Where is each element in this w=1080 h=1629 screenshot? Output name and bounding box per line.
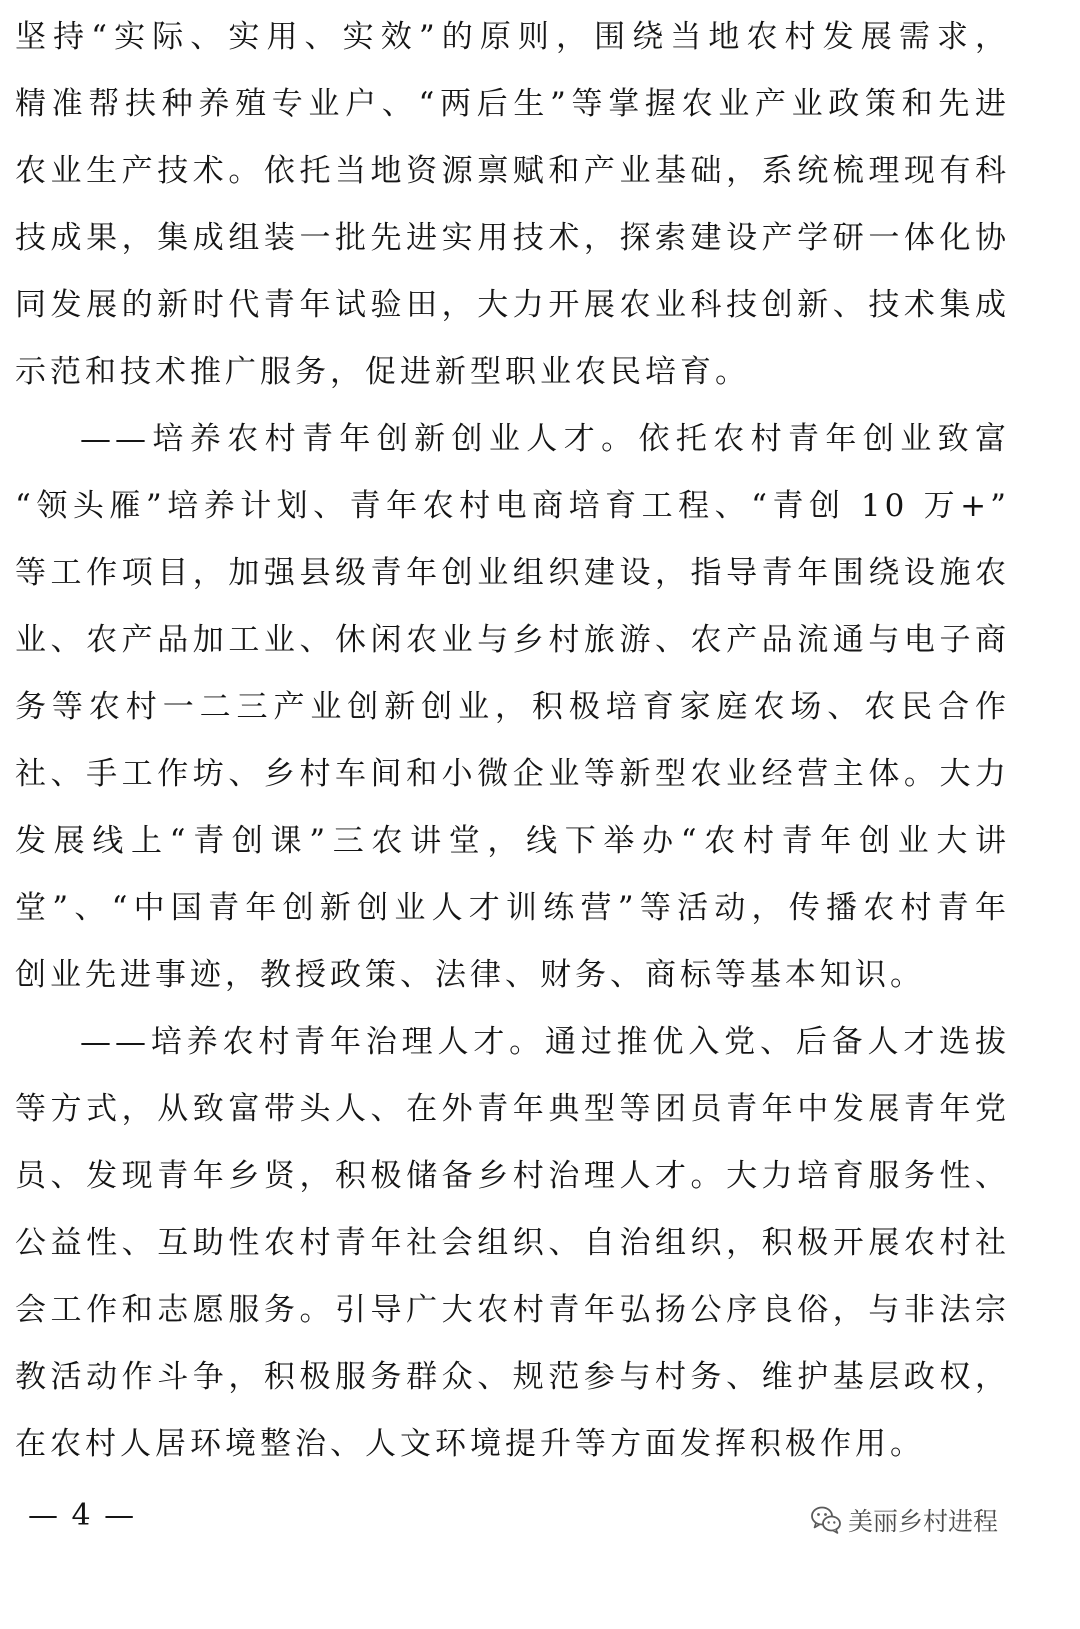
section-heading-line: ——培养农村青年创新创业人才。依托农村青年创业致富 [80, 421, 1010, 457]
watermark [810, 1500, 998, 1540]
body-text [15, 4, 1010, 1478]
text-line: 务等农村一二三产业创新创业，积极培育家庭农场、农民合作 [15, 689, 1010, 725]
text-line: 等工作项目，加强县级青年创业组织建设，指导青年围绕设施农 [15, 555, 1010, 591]
section-heading-line: ——培养农村青年治理人才。通过推优入党、后备人才选拔 [80, 1024, 1010, 1060]
text-line: 同发展的新时代青年试验田，大力开展农业科技创新、技术集成 [15, 287, 1010, 323]
text-line: 社、手工作坊、乡村车间和小微企业等新型农业经营主体。大力 [15, 756, 1010, 792]
text-line: 技成果，集成组装一批先进实用技术，探索建设产学研一体化协 [15, 220, 1010, 256]
watermark-text: 美丽乡村进程 [848, 1507, 999, 1536]
text-line: 公益性、互助性农村青年社会组织、自治组织，积极开展农村社 [15, 1225, 1010, 1261]
text-line: “领头雁”培养计划、青年农村电商培育工程、“青创 10 万+” [15, 488, 1010, 524]
text-line: 会工作和志愿服务。引导广大农村青年弘扬公序良俗，与非法宗 [15, 1292, 1010, 1328]
page-number: — 4 — [28, 1498, 137, 1533]
text-line: 业、农产品加工业、休闲农业与乡村旅游、农产品流通与电子商 [15, 622, 1010, 658]
text-line: 发展线上“青创课”三农讲堂，线下举办“农村青年创业大讲 [15, 823, 1010, 859]
text-line: 农业生产技术。依托当地资源禀赋和产业基础，系统梳理现有科 [15, 153, 1010, 189]
text-line: 员、发现青年乡贤，积极储备乡村治理人才。大力培育服务性、 [15, 1158, 1010, 1194]
text-line: 在农村人居环境整治、人文环境提升等方面发挥积极作用。 [15, 1426, 925, 1462]
text-line: 堂”、“中国青年创新创业人才训练营”等活动，传播农村青年 [15, 890, 1010, 926]
text-line: 教活动作斗争，积极服务群众、规范参与村务、维护基层政权， [15, 1359, 1010, 1395]
text-line: 创业先进事迹，教授政策、法律、财务、商标等基本知识。 [15, 957, 925, 993]
text-line: 精准帮扶种养殖专业户、“两后生”等掌握农业产业政策和先进 [15, 86, 1010, 122]
text-line: 等方式，从致富带头人、在外青年典型等团员青年中发展青年党 [15, 1091, 1010, 1127]
wechat-icon [810, 1505, 842, 1535]
text-line: 坚持“实际、实用、实效”的原则，围绕当地农村发展需求， [15, 19, 1010, 55]
text-line: 示范和技术推广服务，促进新型职业农民培育。 [15, 354, 750, 390]
